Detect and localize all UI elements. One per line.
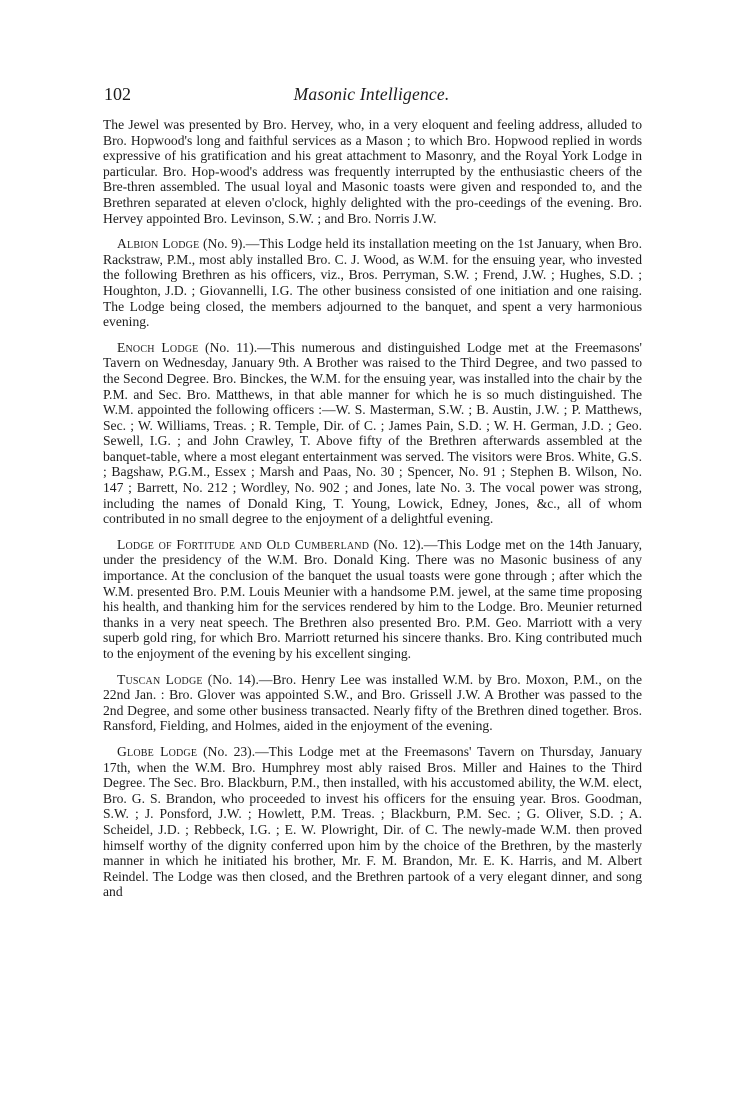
- paragraph-text: The Jewel was presented by Bro. Hervey, who, in a very eloquent and feeling address, alluded to Bro. Hopwood's long and faithful services as a Mason ; to which Bro. Hopwood replied in words expressive of his gratification and his great attachment to Masonry, and the Royal York Lodge in particular. Bro. Hop-wood's address was frequently interrupted by the enthusiastic cheers of the Bre-thren assembled. The usual loyal and Masonic toasts were given and responded to, and the Brethren separated at eleven o'clock, highly delighted with the pro-ceedings of the evening. Bro. Hervey appointed Bro. Levinson, S.W. ; and Bro. Norris J.W.: [103, 117, 642, 226]
- paragraph-text: (No. 9).—This Lodge held its installation meeting on the 1st January, when Bro. Rackstraw, P.M., most ably installed Bro. C. J. Wood, as W.M. for the ensuing year, who invested the following Brethren as his officers, viz., Bros. Perryman, S.W. ; Frend, J.W. ; Hughes, S.D. ; Houghton, J.D. ; Giovannelli, I.G. The other business consisted of one initiation and one raising. The Lodge being closed, the members adjourned to the banquet, and spent a very harmonious evening.: [103, 236, 643, 330]
- running-head: [100, 80, 643, 108]
- article-body: [103, 117, 642, 910]
- paragraph-text: (No. 12).—This Lodge met on the 14th January, under the presidency of the W.M. Bro. Donald King. There was no Masonic business of any importance. At the conclusion of the banquet the usual toasts were gone through ; after which the W.M. presented Bro. P.M. Louis Meunier with a handsome P.M. jewel, at the same time proposing his health, and thanking him for the services rendered by him to the Lodge. Bro. Meunier returned thanks in a very neat speech. The Brethren also presented Bro. P.M. Geo. Marriott with a very superb gold ring, for which Bro. Marriott returned his sincere thanks. Bro. King contributed much to the enjoyment of the evening by his excellent singing.: [103, 536, 643, 661]
- paragraph-enoch-lodge: [103, 340, 642, 527]
- lodge-name: Enoch Lodge: [117, 339, 199, 355]
- page-number: 102: [104, 84, 131, 104]
- running-title: Masonic Intelligence.: [293, 84, 450, 104]
- paragraph-hopwood-jewel: [103, 117, 642, 226]
- lodge-name: Tuscan Lodge: [117, 671, 203, 687]
- lodge-name: Albion Lodge: [117, 236, 200, 252]
- paragraph-globe-lodge: [103, 744, 642, 900]
- paragraph-text: (No. 23).—This Lodge met at the Freemasons' Tavern on Thursday, January 17th, when the W.M. Bro. Humphrey most ably raised Bros. Miller and Haines to the Third Degree. The Sec. Bro. Blackburn, P.M., then installed, with his accustomed ability, the W.M. elect, Bro. G. S. Brandon, who proceeded to invest his officers for the ensuing year. Bros. Goodman, S.W. ; J. Ponsford, J.W. ; Howlett, P.M. Treas. ; Blackburn, P.M. Sec. ; G. Oliver, S.D. ; A. Scheidel, J.D. ; Rebbeck, I.G. ; E. W. Plowright, Dir. of C. The newly-made W.M. then proved himself worthy of the dignity conferred upon him by the choice of the Brethren, by the masterly manner in which he initiated his brother, Mr. F. M. Brandon, Mr. E. K. Harris, and M. Albert Reindel. The Lodge was then closed, and the Brethren partook of a very elegant dinner, and song and: [103, 743, 642, 900]
- paragraph-albion-lodge: [103, 236, 642, 330]
- paragraph-tuscan-lodge: [103, 672, 642, 734]
- paragraph-text: (No. 11).—This numerous and distinguished Lodge met at the Freemasons' Tavern on Wednesday, January 9th. A Brother was raised to the Third Degree, and two passed to the Second Degree. Bro. Binckes, the W.M. for the ensuing year, was installed into the chair by the P.M. and Sec. Bro. Matthews, in that able manner for which he is so much distinguished. The W.M. appointed the following officers :—W. S. Masterman, S.W. ; B. Austin, J.W. ; P. Matthews, Sec. ; W. Williams, Treas. ; R. Temple, Dir. of C. ; James Pain, S.D. ; W. H. German, J.D. ; Geo. Sewell, I.G. ; and John Crawley, T. Above fifty of the Brethren afterwards assembled at the banquet-table, where a most elegant entertainment was served. The visitors were Bros. White, G.S. ; Bagshaw, P.G.M., Essex ; Marsh and Paas, No. 30 ; Spencer, No. 91 ; Stephen B. Wilson, No. 147 ; Barrett, No. 212 ; Wordley, No. 902 ; and Jones, late No. 3. The vocal power was strong, including the names of Donald King, T. Young, Lowick, Edney, Jones, &c., all of whom contributed in no small degree to the enjoyment of a delightful evening.: [103, 339, 642, 527]
- paragraph-fortitude-lodge: [103, 537, 642, 662]
- lodge-name: Globe Lodge: [117, 743, 198, 759]
- lodge-name: Lodge of Fortitude and Old Cumberland: [117, 536, 370, 552]
- paragraph-text: (No. 14).—Bro. Henry Lee was installed W.M. by Bro. Moxon, P.M., on the 22nd Jan. : Bro. Glover was appointed S.W., and Bro. Grissell J.W. A Brother was passed to the 2nd Degree, and some other business transacted. Nearly fifty of the Brethren dined together. Bros. Ransford, Fielding, and Holmes, aided in the enjoyment of the evening.: [103, 671, 642, 734]
